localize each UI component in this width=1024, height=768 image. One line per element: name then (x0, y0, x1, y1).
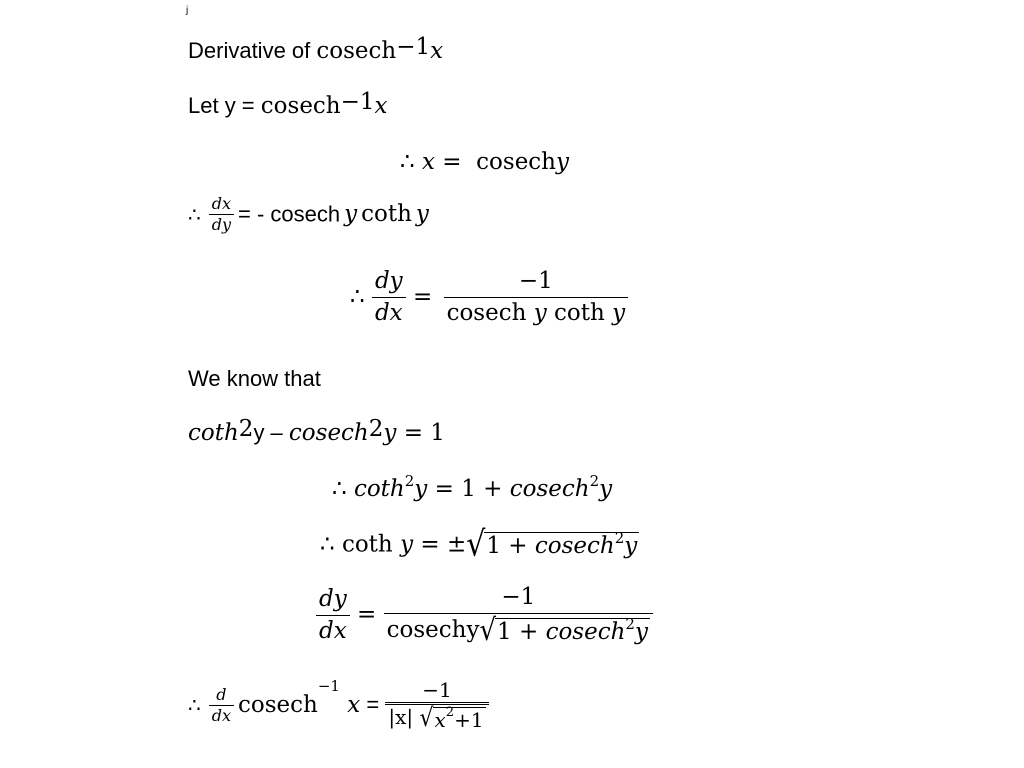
identity-line: coth$^2$y – cosech$^2$y = 1 (188, 416, 445, 446)
dydx-fraction: $\frac{dy}{dx}$ (372, 270, 406, 325)
page-marker: j (186, 5, 189, 16)
heading-line: Derivative of cosech$^{-1}$x (188, 34, 444, 64)
final-result-line: ∴ $\frac{d}{dx}$ cosech$^{-1}$ x = $\frac{-1}{|x| √x^2+1}$ (188, 680, 489, 730)
dxdy-line: ∴ $\frac{dx}{dy}$ = - cosech y coth y (188, 194, 429, 234)
dydx-line: ∴ $\frac{dy}{dx}$ = $\frac{-1}{\text{cosech y coth y}}$ (350, 270, 628, 325)
d-dx-operator: $\frac{d}{dx}$ (209, 687, 234, 724)
let-line: Let y = cosech$^{-1}$x (188, 89, 388, 119)
dydx-fraction-2: $\frac{dy}{dx}$ (316, 588, 350, 643)
final-fraction: $\frac{-1}{|x| √x^2+1}$ (385, 680, 488, 730)
we-know-that-text: We know that (188, 366, 321, 391)
dxdy-fraction: $\frac{dx}{dy}$ (209, 196, 234, 233)
coth-squared-line: ∴ coth$^2$y = 1 + cosech$^2$y (332, 472, 613, 502)
dydx-sqrt-line: $\frac{dy}{dx}$ = $\frac{-1}{cosechy√1 + cosech^2y}$ (316, 586, 653, 644)
coth-sqrt-line: ∴ coth y = ±√1 + cosech$^2$y (320, 524, 638, 565)
square-root: √1 + cosech$^2$y (466, 524, 638, 565)
reciprocal-fraction: $\frac{-1}{\text{cosech y coth y}}$ (444, 270, 629, 325)
x-equals-line: ∴ x = cosechy (400, 149, 569, 175)
sqrt-fraction: $\frac{-1}{cosechy√1 + cosech^2y}$ (384, 586, 653, 644)
